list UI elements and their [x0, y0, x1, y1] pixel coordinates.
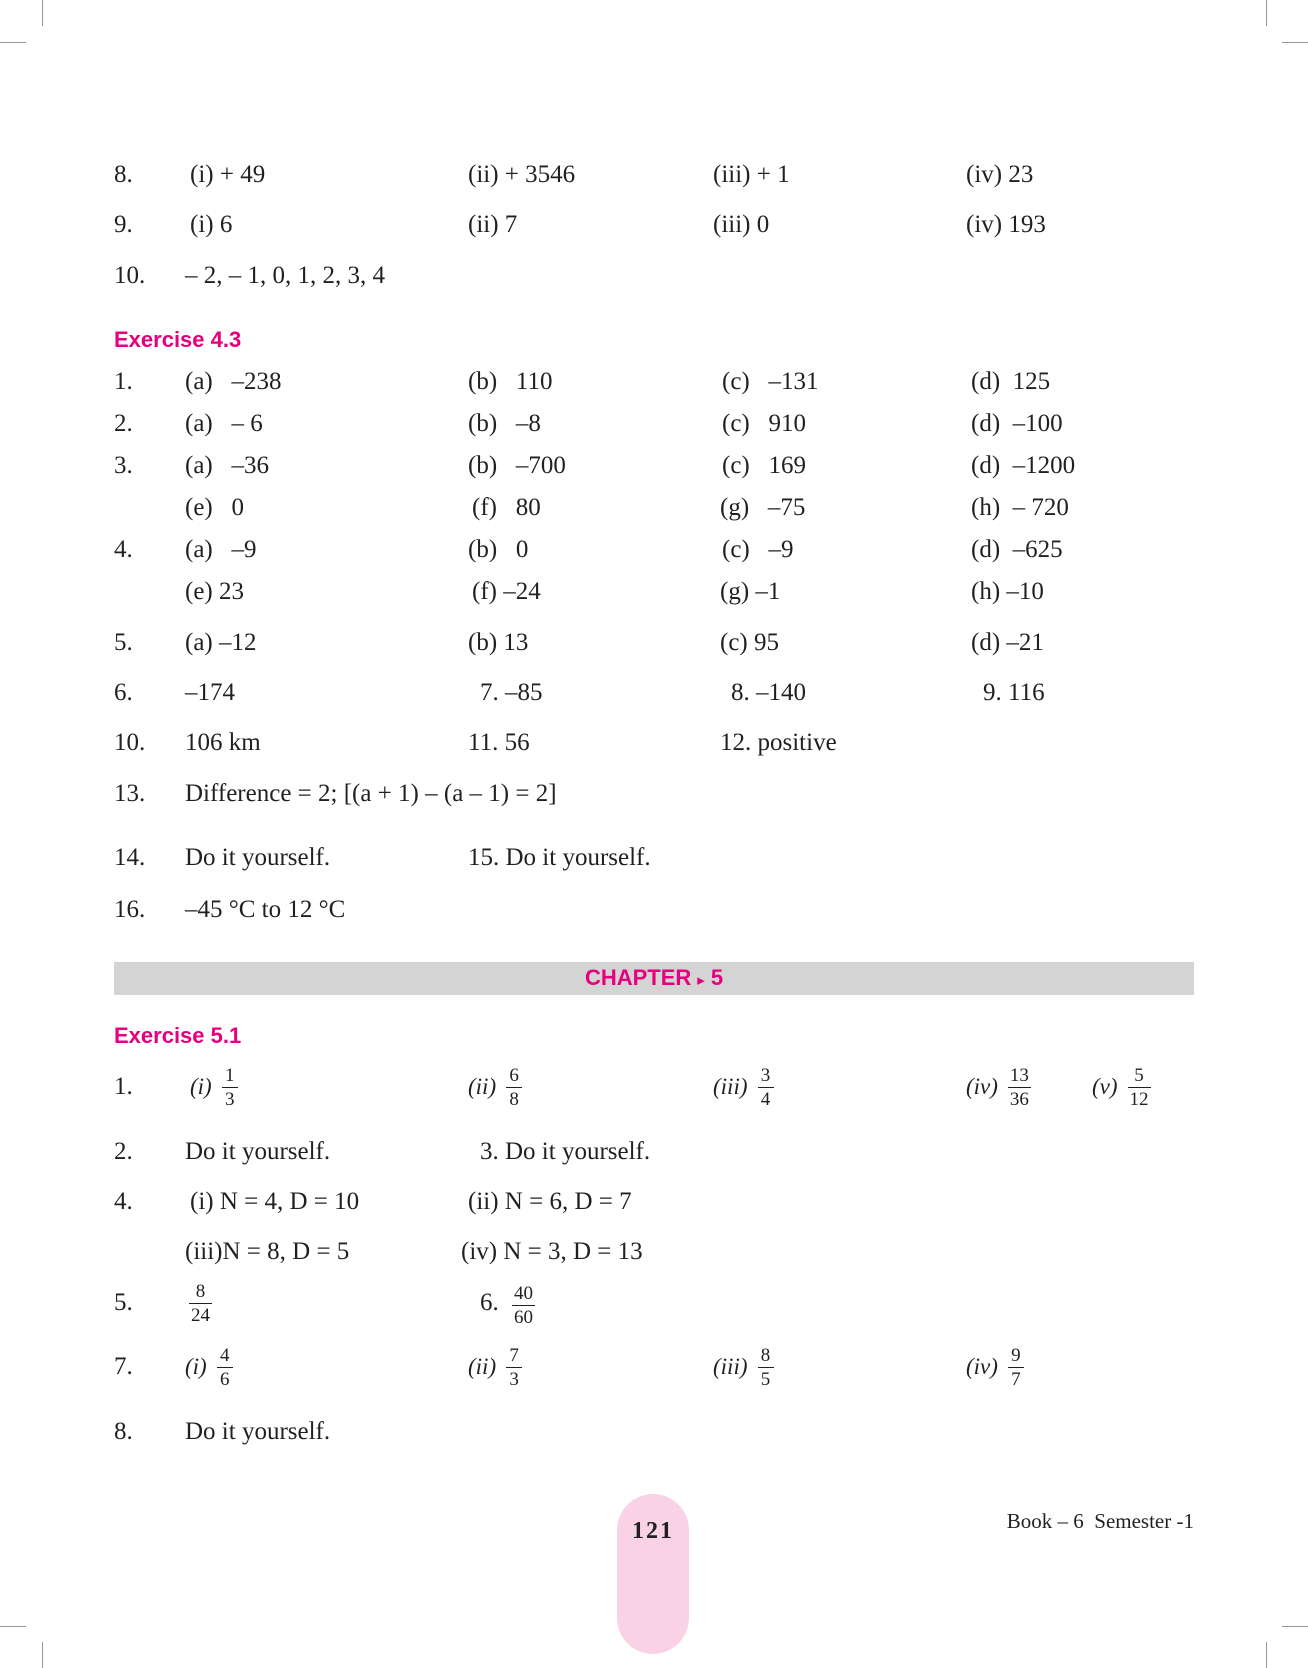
answer-cell: (b) 110 — [468, 368, 553, 395]
answer-number: 8. — [114, 161, 133, 188]
fraction-denominator: 36 — [1009, 1088, 1029, 1110]
fraction-numerator: 5 — [1134, 1064, 1144, 1086]
answer-cell: (iii)N = 8, D = 5 — [185, 1238, 350, 1265]
fraction-answer — [966, 1062, 1031, 1112]
fraction — [222, 1064, 238, 1111]
crop-mark — [0, 1626, 26, 1627]
fraction — [758, 1344, 774, 1391]
fraction-label: (i) — [190, 1074, 212, 1099]
answer-cell: 3. Do it yourself. — [480, 1138, 651, 1165]
answer-number: 5. — [114, 629, 133, 656]
fraction-label: (ii) — [468, 1074, 497, 1099]
answer-number: 3. — [114, 452, 133, 479]
fraction — [512, 1282, 535, 1329]
fraction-numerator: 3 — [760, 1064, 771, 1086]
crop-mark — [1282, 42, 1308, 43]
answer-cell: – 2, – 1, 0, 1, 2, 3, 4 — [185, 262, 385, 289]
chapter-label: CHAPTER — [584, 965, 692, 990]
fraction — [506, 1344, 522, 1391]
arrow-right-icon: ▸ — [697, 972, 705, 989]
answer-number: 4. — [114, 1188, 133, 1215]
crop-mark — [1282, 1626, 1308, 1627]
answer-cell: Difference = 2; [(a + 1) – (a – 1) = 2] — [185, 780, 557, 807]
fraction-answer — [512, 1280, 535, 1330]
fraction-numerator: 40 — [514, 1282, 533, 1304]
answer-cell: –45 °C to 12 °C — [185, 896, 346, 923]
answer-cell: (c) 910 — [722, 410, 806, 437]
crop-mark — [1266, 1642, 1267, 1668]
answer-cell: (i) 6 — [190, 211, 233, 238]
answer-cell: (iv) 23 — [966, 161, 1034, 188]
fraction-label: (iv) — [966, 1354, 998, 1379]
answer-cell: (c) –9 — [722, 536, 794, 563]
answer-cell: (iii) 0 — [713, 211, 770, 238]
answer-cell: (g) –1 — [720, 578, 781, 605]
answer-cell: 15. Do it yourself. — [468, 844, 651, 871]
crop-mark — [1266, 0, 1267, 26]
answer-cell: (d) 125 — [971, 368, 1051, 395]
fraction-label: (v) — [1092, 1074, 1118, 1099]
answer-cell: (iii) + 1 — [713, 161, 790, 188]
fraction-denominator: 12 — [1129, 1088, 1149, 1110]
answer-cell: (c) 169 — [722, 452, 806, 479]
answer-cell: (a) –36 — [185, 452, 269, 479]
fraction-denominator: 6 — [219, 1368, 230, 1390]
crop-mark — [0, 42, 26, 43]
fraction-numerator: 4 — [219, 1344, 230, 1366]
fraction-denominator: 4 — [760, 1088, 771, 1110]
fraction-denominator: 7 — [1011, 1368, 1021, 1390]
fraction-denominator: 3 — [224, 1088, 235, 1110]
fraction-answer — [468, 1342, 522, 1392]
page-number: 121 — [632, 1518, 674, 1544]
exercise-heading: Exercise 5.1 — [114, 1023, 242, 1048]
fraction-denominator: 3 — [509, 1368, 519, 1390]
answer-number: 6. — [114, 679, 133, 706]
answer-cell: (c) –131 — [722, 368, 819, 395]
answer-cell: (b) 0 — [468, 536, 529, 563]
fraction — [217, 1344, 233, 1391]
chapter-title — [114, 964, 1194, 995]
fraction-answer — [468, 1062, 522, 1112]
answer-number: 7. — [114, 1353, 133, 1380]
answer-number: 10. — [114, 729, 146, 756]
chapter-number: 5 — [710, 965, 724, 990]
answer-number: 10. — [114, 262, 146, 289]
answer-cell: 12. positive — [720, 729, 837, 756]
answer-cell: (h) –10 — [971, 578, 1044, 605]
fraction-numerator: 6 — [509, 1064, 519, 1086]
fraction-answer — [190, 1062, 238, 1112]
answer-cell: (g) –75 — [720, 494, 806, 521]
fraction-label: (iii) — [713, 1354, 748, 1379]
book-footer: Book – 6 Semester -1 — [1006, 1509, 1194, 1533]
fraction-answer — [713, 1342, 774, 1392]
answer-number: 4. — [114, 536, 133, 563]
answer-number: 16. — [114, 896, 146, 923]
exercise-heading: Exercise 4.3 — [114, 327, 242, 352]
answer-cell: (a) –9 — [185, 536, 257, 563]
fraction-answer — [185, 1342, 233, 1392]
answer-number: 1. — [114, 368, 133, 395]
answer-cell: (b) –8 — [468, 410, 541, 437]
fraction-denominator: 5 — [760, 1368, 771, 1390]
answer-cell: (i) N = 4, D = 10 — [190, 1188, 360, 1215]
answer-cell: 9. 116 — [983, 679, 1045, 706]
fraction-denominator: 24 — [191, 1304, 210, 1326]
answer-cell: (a) –12 — [185, 629, 257, 656]
fraction-numerator: 9 — [1011, 1344, 1021, 1366]
answer-number: 6. — [480, 1289, 499, 1316]
answer-cell: (iv) 193 — [966, 211, 1046, 238]
answer-number: 9. — [114, 211, 133, 238]
answer-cell: (ii) + 3546 — [468, 161, 576, 188]
fraction-label: (iii) — [713, 1074, 748, 1099]
answer-cell: (d) –1200 — [971, 452, 1076, 479]
answer-cell: (d) –625 — [971, 536, 1063, 563]
answer-number: 2. — [114, 410, 133, 437]
answer-cell: 8. –140 — [731, 679, 806, 706]
answer-cell: (ii) 7 — [468, 211, 518, 238]
fraction — [758, 1064, 774, 1111]
answer-cell: (a) – 6 — [185, 410, 263, 437]
fraction-numerator: 1 — [224, 1064, 235, 1086]
answer-cell: (a) –238 — [185, 368, 282, 395]
answer-cell: Do it yourself. — [185, 1138, 331, 1165]
fraction — [1008, 1064, 1031, 1111]
answer-cell: (iv) N = 3, D = 13 — [461, 1238, 643, 1265]
answer-cell: (f) –24 — [472, 578, 541, 605]
answer-cell: Do it yourself. — [185, 1418, 331, 1445]
answer-cell: (d) –100 — [971, 410, 1063, 437]
answer-number: 5. — [114, 1289, 133, 1316]
answer-number: 1. — [114, 1073, 133, 1100]
fraction-label: (ii) — [468, 1354, 497, 1379]
fraction-label: (i) — [185, 1354, 207, 1379]
answer-cell: 11. 56 — [468, 729, 530, 756]
crop-mark — [42, 1642, 43, 1668]
answer-number: 8. — [114, 1418, 133, 1445]
fraction-answer — [1092, 1062, 1151, 1112]
answer-cell: (e) 23 — [185, 578, 244, 605]
fraction-denominator: 8 — [509, 1088, 519, 1110]
answer-cell: 106 km — [185, 729, 261, 756]
answer-cell: –174 — [185, 679, 235, 706]
fraction-numerator: 8 — [195, 1280, 206, 1302]
chapter-banner — [114, 962, 1194, 995]
answer-number: 13. — [114, 780, 146, 807]
answer-number: 2. — [114, 1138, 133, 1165]
fraction-denominator: 60 — [514, 1306, 533, 1328]
answer-cell: (i) + 49 — [190, 161, 266, 188]
fraction-label: (iv) — [966, 1074, 998, 1099]
fraction — [1128, 1064, 1151, 1111]
fraction — [189, 1280, 212, 1327]
answer-cell: Do it yourself. — [185, 844, 331, 871]
answer-cell: (b) 13 — [468, 629, 529, 656]
fraction-answer — [189, 1278, 212, 1328]
fraction — [506, 1064, 522, 1111]
fraction — [1008, 1344, 1024, 1391]
fraction-numerator: 13 — [1009, 1064, 1029, 1086]
answer-cell: (b) –700 — [468, 452, 566, 479]
answer-cell: 7. –85 — [480, 679, 543, 706]
fraction-answer — [713, 1062, 774, 1112]
answer-number: 14. — [114, 844, 146, 871]
fraction-numerator: 7 — [509, 1344, 519, 1366]
answer-cell: (c) 95 — [720, 629, 779, 656]
answer-cell: (e) 0 — [185, 494, 244, 521]
crop-mark — [42, 0, 43, 26]
answer-cell: (f) 80 — [472, 494, 541, 521]
answer-cell: (ii) N = 6, D = 7 — [468, 1188, 632, 1215]
fraction-numerator: 8 — [760, 1344, 771, 1366]
answer-cell: (d) –21 — [971, 629, 1044, 656]
answer-cell: (h) – 720 — [971, 494, 1069, 521]
fraction-answer — [966, 1342, 1024, 1392]
